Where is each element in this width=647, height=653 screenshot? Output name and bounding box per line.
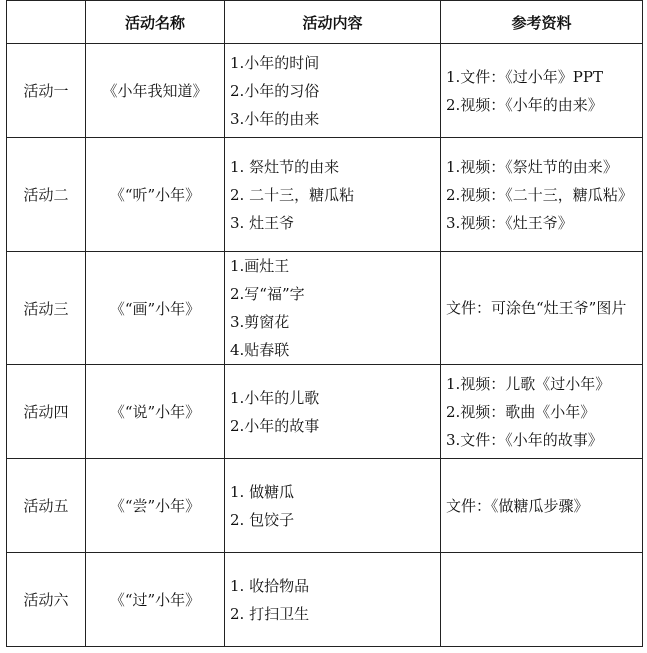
reference-item: 1.文件：《过小年》PPT	[446, 67, 604, 86]
reference-item: 文件：可涂色“灶王爷”图片	[446, 299, 627, 317]
table-row	[7, 138, 643, 252]
activity-label: 活动二	[7, 138, 86, 252]
content-item: 2. 二十三，糖瓜粘	[230, 185, 355, 204]
activity-label: 活动四	[7, 365, 86, 459]
activity-content-cell	[225, 44, 441, 138]
content-item: 1. 收拾物品	[230, 576, 310, 595]
table-row	[7, 44, 643, 138]
activity-title: 《“尝”小年》	[86, 459, 225, 553]
reference-item: 2.视频：《小年的由来》	[446, 95, 603, 114]
reference-cell	[441, 252, 643, 365]
reference-cell	[441, 365, 643, 459]
content-item: 1.小年的时间	[230, 53, 320, 72]
content-item: 1.画灶王	[230, 257, 290, 275]
header-row	[7, 1, 643, 44]
activity-content-cell	[225, 138, 441, 252]
reference-cell	[441, 44, 643, 138]
reference-item: 1.视频：儿歌《过小年》	[446, 374, 611, 393]
content-item: 2. 打扫卫生	[230, 604, 310, 623]
content-item: 1. 祭灶节的由来	[230, 157, 340, 176]
activity-title: 《“画”小年》	[86, 252, 225, 365]
table-row	[7, 553, 643, 647]
reference-cell	[441, 459, 643, 553]
table-row	[7, 365, 643, 459]
activity-label: 活动三	[7, 252, 86, 365]
reference-cell	[441, 138, 643, 252]
activity-label: 活动五	[7, 459, 86, 553]
activity-content-cell	[225, 459, 441, 553]
activity-title: 《“听”小年》	[86, 138, 225, 252]
content-item: 1. 做糖瓜	[230, 482, 295, 501]
header-activity-content: 活动内容	[225, 1, 441, 44]
content-item: 4.贴春联	[230, 341, 290, 359]
content-item: 1.小年的儿歌	[230, 388, 320, 407]
header-activity-name: 活动名称	[86, 1, 225, 44]
header-references: 参考资料	[441, 1, 643, 44]
content-item: 3. 灶王爷	[230, 213, 295, 232]
content-item: 2.写“福”字	[230, 285, 305, 303]
activity-table	[6, 0, 643, 647]
activity-label: 活动六	[7, 553, 86, 647]
content-item: 2. 包饺子	[230, 510, 295, 529]
activity-title: 《“说”小年》	[86, 365, 225, 459]
reference-item: 2.视频：《二十三，糖瓜粘》	[446, 185, 633, 204]
reference-item: 3.文件：《小年的故事》	[446, 430, 603, 449]
content-item: 2.小年的故事	[230, 416, 320, 435]
activity-content-cell	[225, 252, 441, 365]
activity-content-cell	[225, 365, 441, 459]
header-blank	[7, 1, 86, 44]
reference-item: 文件：《做糖瓜步骤》	[446, 496, 589, 515]
activity-title: 《“过”小年》	[86, 553, 225, 647]
table-row	[7, 459, 643, 553]
content-item: 2.小年的习俗	[230, 81, 320, 100]
reference-item: 1.视频：《祭灶节的由来》	[446, 157, 618, 176]
activity-content-cell	[225, 553, 441, 647]
reference-item: 3.视频：《灶王爷》	[446, 213, 573, 232]
table-row	[7, 252, 643, 365]
activity-table-wrapper	[6, 0, 642, 647]
content-item: 3.剪窗花	[230, 313, 290, 331]
activity-label: 活动一	[7, 44, 86, 138]
activity-title: 《小年我知道》	[86, 44, 225, 138]
reference-item: 2.视频：歌曲《小年》	[446, 402, 596, 421]
content-item: 3.小年的由来	[230, 109, 320, 128]
reference-cell	[441, 553, 643, 647]
